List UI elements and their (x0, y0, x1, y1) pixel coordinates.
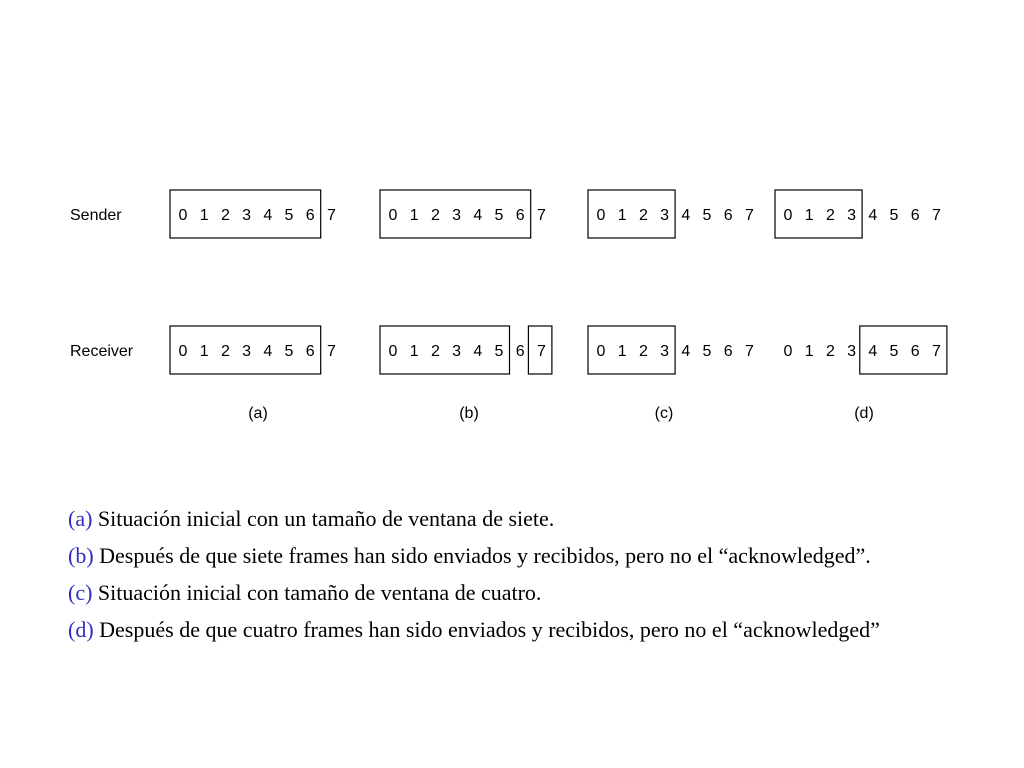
sender-sequence-number: 5 (494, 207, 504, 224)
sender-sequence-number: 3 (242, 207, 252, 224)
receiver-sequence-number: 5 (702, 343, 712, 360)
receiver-sequence-number: 1 (617, 343, 627, 360)
panel-label: (c) (654, 405, 674, 422)
receiver-sequence-number: 6 (910, 343, 920, 360)
sender-sequence-number: 7 (536, 207, 546, 224)
receiver-sequence-number: 2 (638, 343, 648, 360)
receiver-sequence-number: 5 (889, 343, 899, 360)
sender-sequence-number: 0 (596, 207, 606, 224)
receiver-row-label: Receiver (70, 343, 134, 360)
sender-sequence-number: 5 (284, 207, 294, 224)
sender-sequence-number: 5 (889, 207, 899, 224)
sender-sequence-number: 1 (199, 207, 209, 224)
sender-sequence-number: 1 (804, 207, 814, 224)
receiver-sequence-number: 3 (242, 343, 252, 360)
caption-text: Después de que siete frames han sido enviados y recibidos, pero no el “acknowledged”. (99, 543, 871, 568)
diagram-panels (170, 190, 947, 422)
caption-letter: (d) (68, 617, 94, 642)
caption-letter: (a) (68, 506, 93, 531)
receiver-sequence-number: 6 (723, 343, 733, 360)
sender-sequence-number: 4 (681, 207, 691, 224)
receiver-sequence-number: 7 (744, 343, 754, 360)
receiver-sequence-number: 7 (536, 343, 546, 360)
sender-sequence-number: 4 (473, 207, 483, 224)
sender-sequence-number: 4 (868, 207, 878, 224)
caption-item-c (68, 578, 968, 608)
caption-item-d (68, 615, 968, 645)
receiver-sequence-number: 1 (804, 343, 814, 360)
sender-sequence-number: 6 (910, 207, 920, 224)
sender-sequence-number: 6 (305, 207, 315, 224)
panel-label: (a) (248, 405, 268, 422)
sender-sequence-number: 2 (825, 207, 835, 224)
panel-d (775, 190, 947, 422)
sender-sequence-number: 7 (326, 207, 336, 224)
receiver-sequence-number: 7 (326, 343, 336, 360)
caption-text: Situación inicial con un tamaño de ventana de siete. (97, 506, 555, 531)
caption-item-b (68, 541, 968, 571)
receiver-sequence-number: 4 (868, 343, 878, 360)
sender-sequence-number: 0 (178, 207, 188, 224)
sender-sequence-number: 7 (744, 207, 754, 224)
receiver-sequence-number: 3 (452, 343, 462, 360)
receiver-sequence-number: 5 (284, 343, 294, 360)
sender-sequence-number: 5 (702, 207, 712, 224)
receiver-sequence-number: 0 (388, 343, 398, 360)
receiver-sequence-number: 6 (515, 343, 525, 360)
caption-letter: (c) (68, 580, 93, 605)
receiver-sequence-number: 4 (263, 343, 273, 360)
sender-sequence-number: 3 (452, 207, 462, 224)
receiver-sequence-number: 2 (220, 343, 230, 360)
caption-letter: (b) (68, 543, 94, 568)
receiver-sequence-number: 4 (473, 343, 483, 360)
sender-sequence-number: 2 (430, 207, 440, 224)
caption-item-a (68, 504, 968, 534)
sender-sequence-number: 0 (388, 207, 398, 224)
panel-label: (d) (854, 405, 874, 422)
receiver-sequence-number: 0 (178, 343, 188, 360)
receiver-sequence-number: 3 (660, 343, 670, 360)
sender-row-label: Sender (70, 207, 122, 224)
sender-sequence-number: 3 (660, 207, 670, 224)
panel-label: (b) (459, 405, 479, 422)
receiver-sequence-number: 0 (596, 343, 606, 360)
panel-a (170, 190, 336, 422)
sender-sequence-number: 2 (638, 207, 648, 224)
receiver-sequence-number: 7 (931, 343, 941, 360)
receiver-window-box (380, 326, 510, 374)
sender-sequence-number: 0 (783, 207, 793, 224)
sender-sequence-number: 4 (263, 207, 273, 224)
receiver-sequence-number: 1 (199, 343, 209, 360)
receiver-sequence-number: 4 (681, 343, 691, 360)
receiver-sequence-number: 6 (305, 343, 315, 360)
sender-sequence-number: 2 (220, 207, 230, 224)
caption-text: Situación inicial con tamaño de ventana de cuatro. (97, 580, 542, 605)
panel-c (588, 190, 754, 422)
receiver-sequence-number: 1 (409, 343, 419, 360)
panel-b (380, 190, 552, 422)
caption-list (68, 504, 968, 652)
receiver-sequence-number: 5 (494, 343, 504, 360)
sender-sequence-number: 1 (617, 207, 627, 224)
sender-sequence-number: 7 (931, 207, 941, 224)
sender-sequence-number: 6 (723, 207, 733, 224)
receiver-sequence-number: 2 (430, 343, 440, 360)
receiver-sequence-number: 0 (783, 343, 793, 360)
receiver-sequence-number: 2 (825, 343, 835, 360)
caption-text: Después de que cuatro frames han sido enviados y recibidos, pero no el “acknowledged” (99, 617, 880, 642)
sender-sequence-number: 6 (515, 207, 525, 224)
receiver-sequence-number: 3 (847, 343, 857, 360)
sender-sequence-number: 1 (409, 207, 419, 224)
sender-sequence-number: 3 (847, 207, 857, 224)
